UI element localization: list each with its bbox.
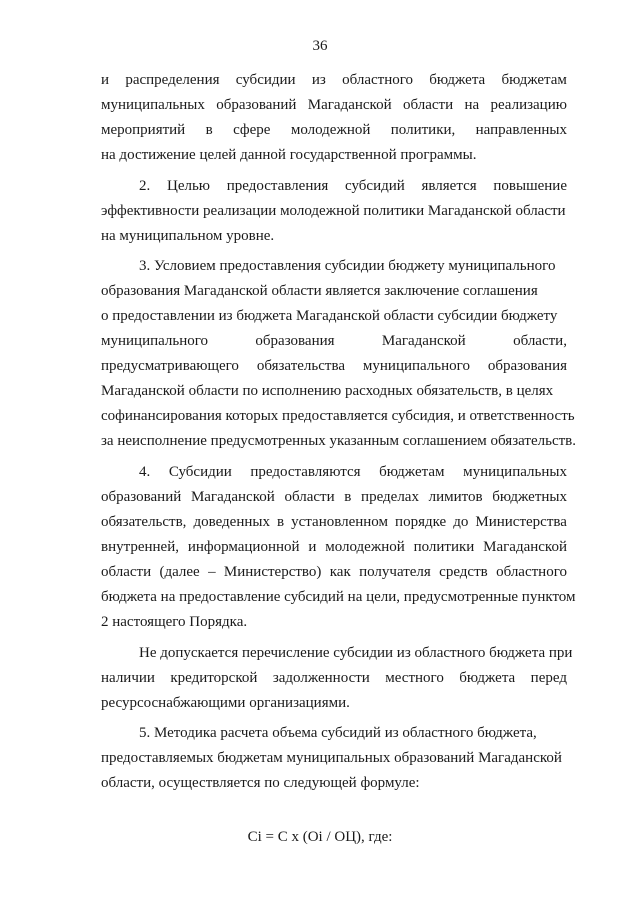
text-line: области, осуществляется по следующей формуле: xyxy=(101,775,420,791)
text-line: образований Магаданской области в пределах лимитов бюджетных xyxy=(101,489,567,505)
text-line: 5. Методика расчета объема субсидий из областного бюджета, xyxy=(139,725,537,741)
text-line: софинансирования которых предоставляется субсидия, и ответственность xyxy=(101,408,575,424)
text-line: мероприятий в сфере молодежной политики, направленных xyxy=(101,122,567,138)
text-line: 2. Целью предоставления субсидий является повышение xyxy=(139,178,567,194)
text-line: внутренней, информационной и молодежной политики Магаданской xyxy=(101,539,567,555)
text-line: предоставляемых бюджетам муниципальных образований Магаданской xyxy=(101,750,562,766)
page-number: 36 xyxy=(312,38,328,54)
text-line: на муниципальном уровне. xyxy=(101,228,275,244)
text-line: Магаданской области по исполнению расходных обязательств, в целях xyxy=(101,383,554,399)
text-line: эффективности реализации молодежной политики Магаданской области xyxy=(101,203,566,219)
text-line: обязательств, доведенных в установленном порядке до Министерства xyxy=(101,514,567,530)
text-line: ресурсоснабжающими организациями. xyxy=(101,695,350,711)
text-line: 4. Субсидии предоставляются бюджетам муниципальных xyxy=(139,464,567,480)
text-line: образования Магаданской области является заключение соглашения xyxy=(101,283,538,299)
text-line: муниципального образования Магаданской области, xyxy=(101,333,567,349)
text-line: области (далее – Министерство) как получателя средств областного xyxy=(101,564,567,580)
text-line: муниципальных образований Магаданской области на реализацию xyxy=(101,97,567,113)
text-line: о предоставлении из бюджета Магаданской области субсидии бюджету xyxy=(101,308,558,324)
text-line: за неисполнение предусмотренных указанным соглашением обязательств. xyxy=(101,433,576,449)
formula: Ci = C x (Oi / OЦ), где: xyxy=(247,829,393,845)
text-line: бюджета на предоставление субсидий на цели, предусмотренные пунктом xyxy=(101,589,576,605)
text-line: Не допускается перечисление субсидии из областного бюджета при xyxy=(139,645,573,661)
text-line: предусматривающего обязательства муниципального образования xyxy=(101,358,567,374)
text-line: на достижение целей данной государственной программы. xyxy=(101,147,477,163)
text-line: и распределения субсидии из областного бюджета бюджетам xyxy=(101,72,567,88)
text-line: наличии кредиторской задолженности местного бюджета перед xyxy=(101,670,567,686)
text-line: 2 настоящего Порядка. xyxy=(101,614,248,630)
text-line: 3. Условием предоставления субсидии бюджету муниципального xyxy=(139,258,556,274)
